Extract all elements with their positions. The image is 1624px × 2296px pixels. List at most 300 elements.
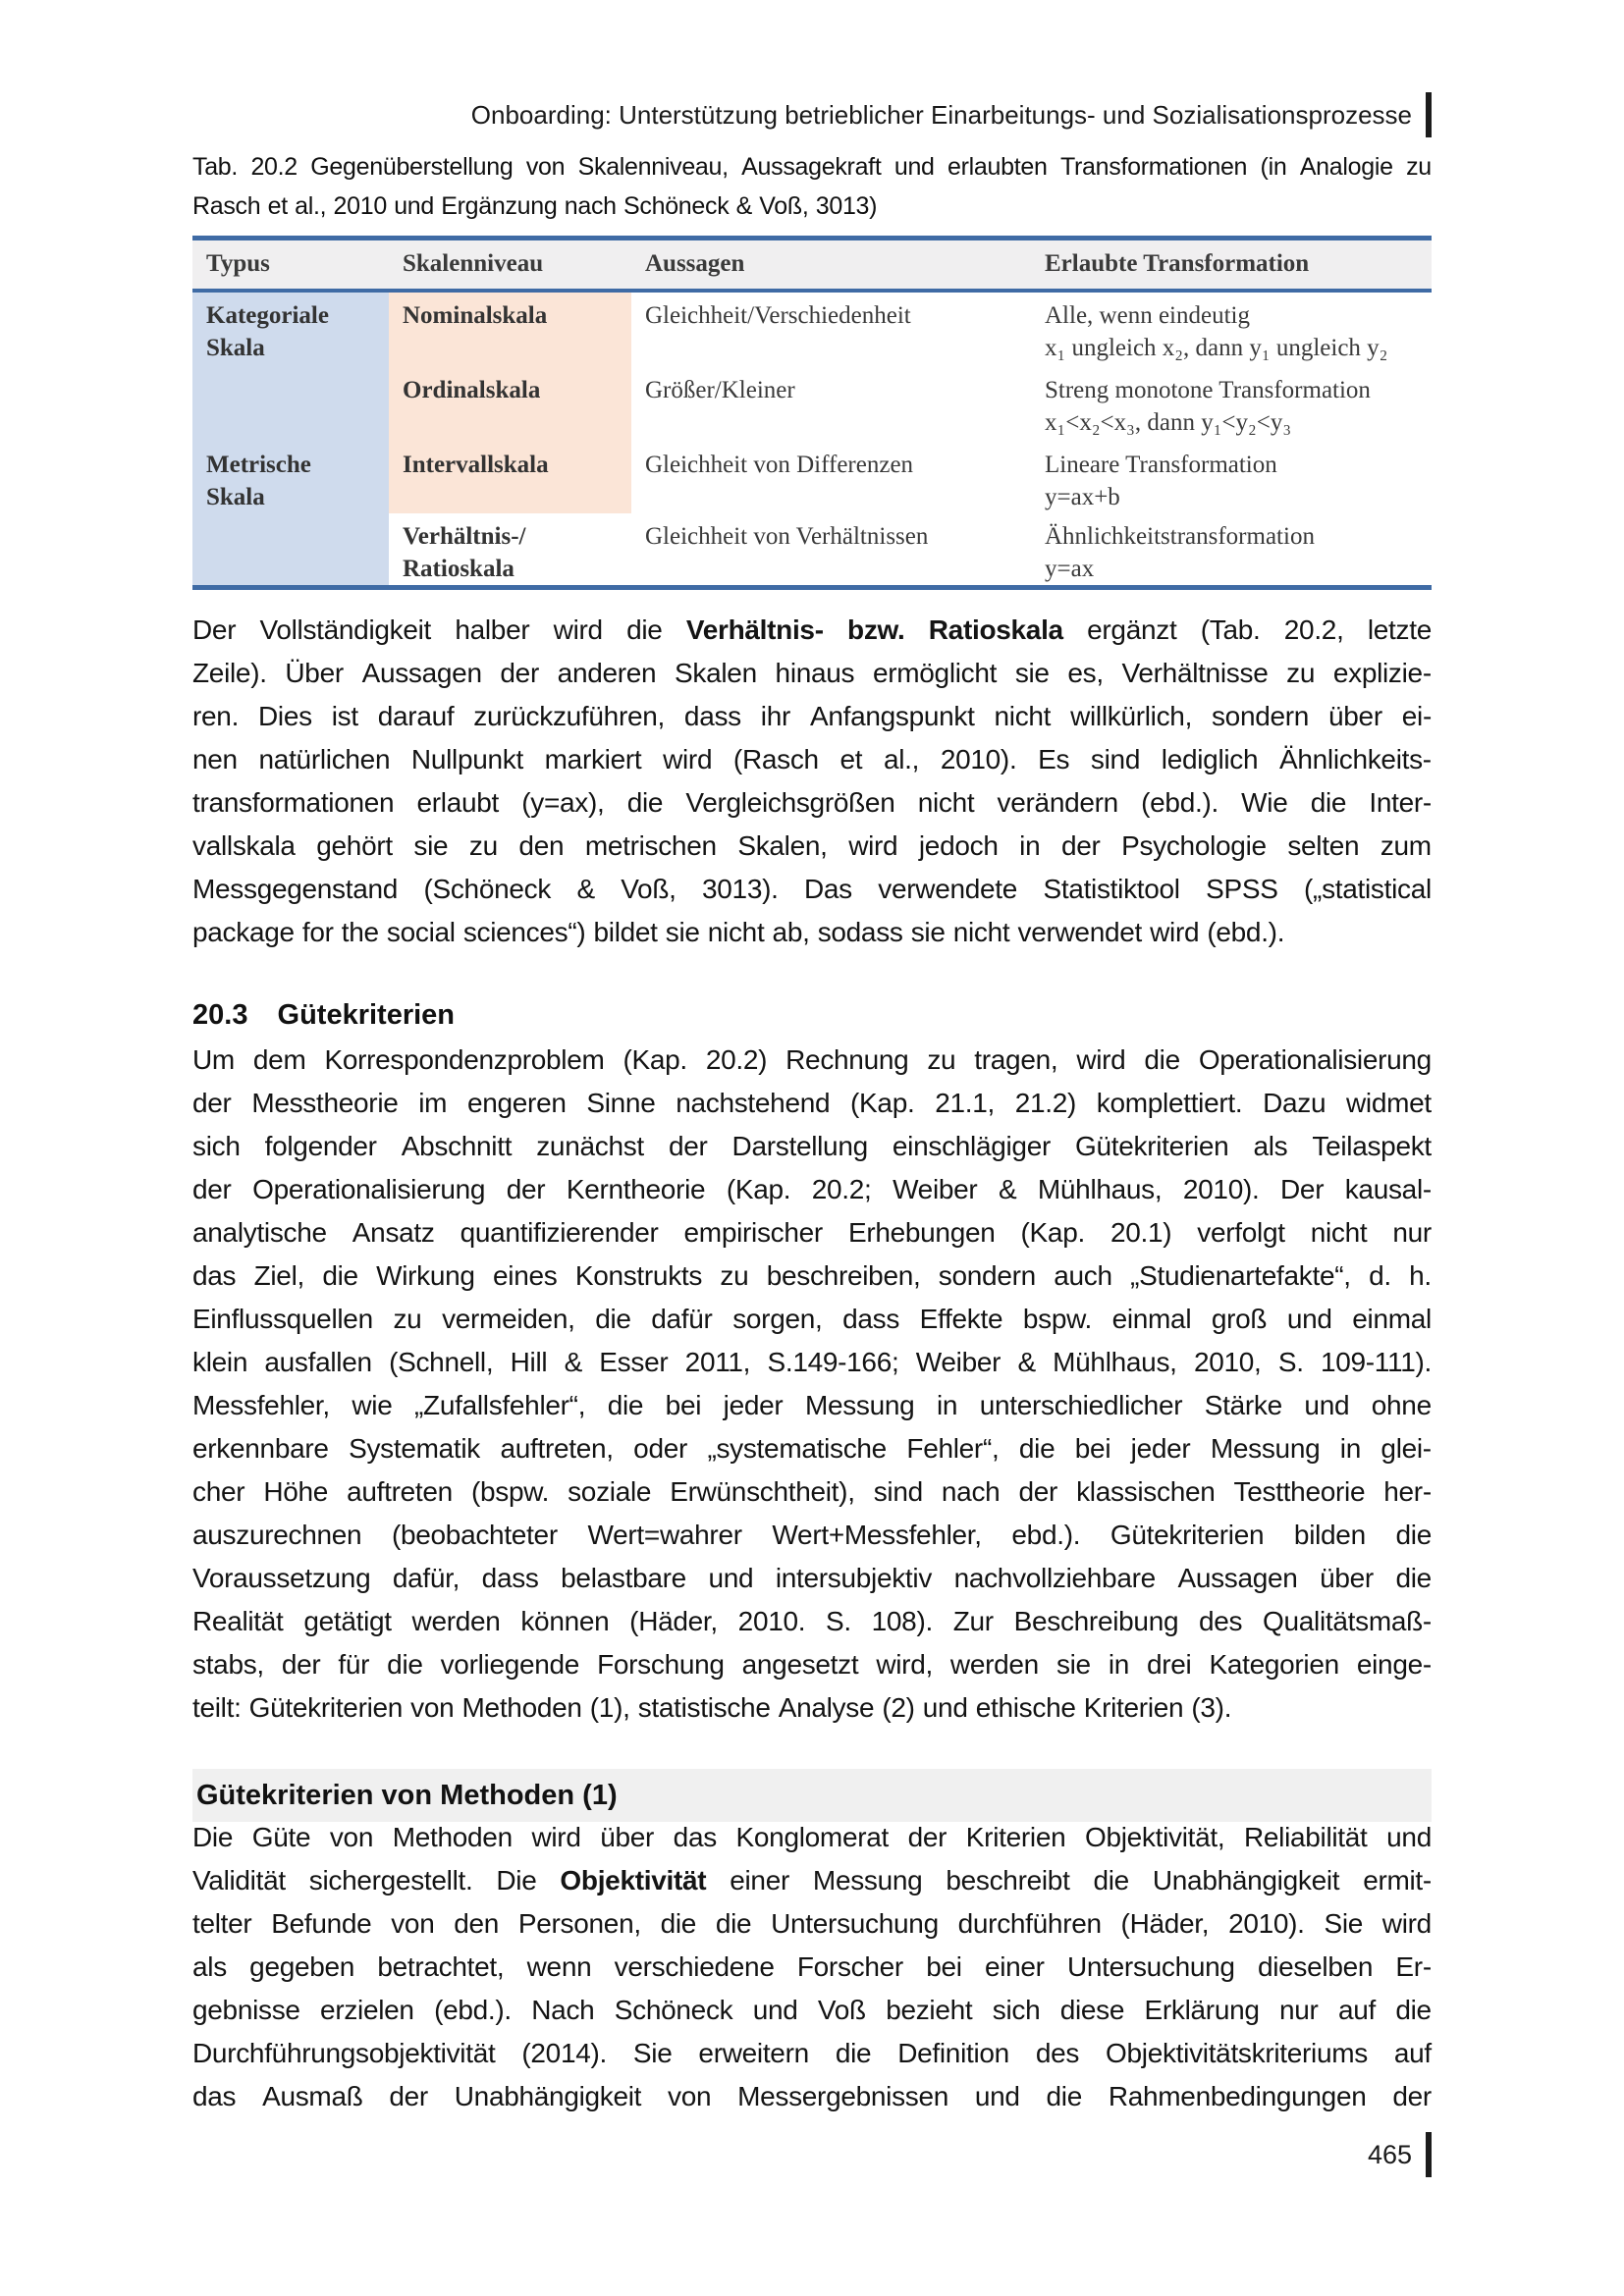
word: auch bbox=[1054, 1260, 1112, 1291]
word: Weiber bbox=[893, 1174, 978, 1204]
text-line bbox=[192, 911, 1432, 954]
word: 20.2) bbox=[705, 1044, 768, 1075]
word: et bbox=[267, 192, 288, 220]
word: wenn bbox=[526, 1951, 592, 1982]
word: 2010). bbox=[1228, 1908, 1305, 1939]
word: S. bbox=[826, 1606, 851, 1636]
word: explizie- bbox=[1332, 658, 1432, 688]
cell-typus-empty bbox=[192, 367, 389, 442]
word: 2010 bbox=[333, 192, 387, 220]
word: Reliabilität bbox=[1243, 1822, 1368, 1852]
word: Messung bbox=[1210, 1433, 1321, 1464]
word: 20.1) bbox=[1110, 1217, 1172, 1248]
word: die bbox=[1310, 787, 1347, 818]
word: Messung bbox=[812, 1865, 923, 1896]
word: jeder bbox=[723, 1390, 784, 1420]
word: dieselben bbox=[1257, 1951, 1374, 1982]
text-line bbox=[192, 1816, 1432, 1859]
word: ohne bbox=[1371, 1390, 1432, 1420]
word: der bbox=[506, 1174, 546, 1204]
word: wird bbox=[1150, 917, 1200, 947]
word: die bbox=[1144, 1044, 1180, 1075]
word: Effekte bbox=[919, 1304, 1003, 1334]
word: der bbox=[192, 1174, 232, 1204]
word: dafür bbox=[651, 1304, 713, 1334]
body-paragraph-methoden bbox=[192, 1816, 1432, 2118]
word: der bbox=[907, 1822, 947, 1852]
word: der bbox=[192, 1088, 232, 1118]
word: Aussagen bbox=[361, 658, 482, 688]
word: nicht bbox=[1310, 1217, 1368, 1248]
cell-typus-kategoriale bbox=[192, 293, 389, 367]
page-number: 465 bbox=[1367, 2139, 1412, 2169]
word: Gütekriterien bbox=[1110, 1520, 1265, 1550]
table-header-row bbox=[192, 236, 1432, 293]
word: anderen bbox=[557, 658, 657, 688]
word: zu bbox=[1286, 658, 1316, 688]
body-paragraph-guetekriterien bbox=[192, 1039, 1432, 1730]
word: al., bbox=[883, 744, 920, 774]
running-header-title: Onboarding: Unterstützung betrieblicher Einarbeitungs- und Sozialisationsprozesse bbox=[470, 99, 1412, 130]
table-header-skalenniveau: Skalenniveau bbox=[403, 250, 544, 277]
text-line bbox=[192, 1082, 1432, 1125]
table-body bbox=[192, 293, 1432, 590]
cell-transformation bbox=[1031, 513, 1432, 585]
word: Schöneck bbox=[614, 1995, 733, 2025]
word: belastbare bbox=[561, 1563, 686, 1593]
table-cell-line: Größer/Kleiner bbox=[645, 377, 795, 403]
word: Weiber bbox=[915, 1347, 1001, 1377]
word: Gegenüberstellung bbox=[310, 153, 514, 181]
word: Qualitätsmaß- bbox=[1263, 1606, 1432, 1636]
table-cell-line: Gleichheit von Differenzen bbox=[645, 452, 914, 478]
text-line bbox=[192, 1686, 1432, 1730]
word: Beschreibung bbox=[1013, 1606, 1179, 1636]
word: die bbox=[835, 2038, 872, 2068]
text-line bbox=[192, 2032, 1432, 2075]
table-row bbox=[192, 513, 1432, 585]
word: Die bbox=[192, 1822, 234, 1852]
word: Zur bbox=[952, 1606, 994, 1636]
word: Wie bbox=[1241, 787, 1288, 818]
word: SPSS bbox=[1206, 874, 1278, 904]
section-number: 20.3 bbox=[192, 999, 248, 1031]
cell-niveau-ordinalskala bbox=[389, 367, 631, 442]
word: (in bbox=[1260, 153, 1287, 181]
word: nur bbox=[1279, 1995, 1319, 2025]
word: die bbox=[1395, 1520, 1432, 1550]
cell-typus-empty bbox=[192, 513, 389, 585]
table-cell-line: Kategoriale bbox=[206, 302, 329, 329]
word: Erklärung bbox=[1144, 1995, 1260, 2025]
word: („statistical bbox=[1304, 874, 1432, 904]
word: Aussagen bbox=[1177, 1563, 1298, 1593]
word: und bbox=[752, 1995, 798, 2025]
word: angesetzt bbox=[741, 1649, 859, 1680]
word: nur bbox=[1392, 1217, 1432, 1248]
word: wird bbox=[531, 1822, 581, 1852]
word: Gütekriterien bbox=[248, 1692, 404, 1723]
word: über bbox=[1320, 1563, 1374, 1593]
word: verwendet bbox=[1017, 917, 1142, 947]
word: das bbox=[673, 1822, 717, 1852]
table-cell-line: Nominalskala bbox=[403, 302, 548, 329]
word: die bbox=[322, 1260, 358, 1291]
text-line bbox=[192, 1168, 1432, 1211]
word: Konstrukts bbox=[574, 1260, 703, 1291]
subsection-title: Gütekriterien von Methoden (1) bbox=[196, 1780, 618, 1811]
word: in bbox=[936, 1390, 958, 1420]
word: Er- bbox=[1395, 1951, 1432, 1982]
word: zu bbox=[393, 1304, 422, 1334]
table-cell-line: Skala bbox=[206, 335, 265, 361]
word: sind bbox=[873, 1476, 923, 1507]
word: Korrespondenzproblem bbox=[324, 1044, 605, 1075]
word: & bbox=[1017, 1347, 1036, 1377]
word: „systematische bbox=[707, 1433, 887, 1464]
table-cell-line: x₁<x₂<x₃, dann y₁<y₂<y₃ bbox=[1045, 409, 1292, 436]
word: nicht bbox=[917, 787, 975, 818]
word: die bbox=[1046, 2081, 1082, 2111]
word: her- bbox=[1383, 1476, 1432, 1507]
word: Aussagekraft bbox=[741, 153, 882, 181]
word: verändern bbox=[997, 787, 1118, 818]
word: (3). bbox=[1191, 1692, 1232, 1723]
word: Skalenniveau, bbox=[577, 153, 729, 181]
word: stabs, bbox=[192, 1649, 264, 1680]
word: komplettiert. bbox=[1096, 1088, 1243, 1118]
word: selten bbox=[1287, 830, 1360, 861]
word: empirischer bbox=[683, 1217, 823, 1248]
word: metrischen bbox=[584, 830, 717, 861]
word: letzte bbox=[1367, 614, 1432, 645]
word: 20.2 bbox=[250, 153, 298, 181]
word: wird bbox=[1076, 1044, 1126, 1075]
word: die bbox=[715, 1908, 752, 1939]
word: halber bbox=[455, 614, 530, 645]
word: social bbox=[386, 917, 456, 947]
word: einmal bbox=[1352, 1304, 1432, 1334]
word: Nullpunkt bbox=[410, 744, 523, 774]
running-header bbox=[192, 92, 1432, 137]
table-cell-line: Ordinalskala bbox=[403, 377, 541, 403]
word: Tab. bbox=[192, 153, 239, 181]
word: zu bbox=[720, 1260, 749, 1291]
word: statistische bbox=[637, 1692, 771, 1723]
cell-aussagen bbox=[631, 513, 1031, 585]
word: Stärke bbox=[1204, 1390, 1282, 1420]
word: „Studienartefakte“, bbox=[1130, 1260, 1351, 1291]
table-cell-line: Streng monotone Transformation bbox=[1045, 377, 1371, 403]
body-paragraph-ratioskala bbox=[192, 609, 1432, 954]
word: Es bbox=[1038, 744, 1070, 774]
text-line bbox=[192, 1643, 1432, 1686]
word: drei bbox=[1146, 1649, 1192, 1680]
word: von bbox=[525, 153, 566, 181]
word: in bbox=[1019, 830, 1041, 861]
word: Sie bbox=[1324, 1908, 1364, 1939]
table-row bbox=[192, 442, 1432, 513]
word: Kategorien bbox=[1209, 1649, 1339, 1680]
word: die bbox=[595, 1304, 631, 1334]
word: ethische bbox=[975, 1692, 1076, 1723]
word: hinaus bbox=[775, 658, 855, 688]
word: Kerntheorie bbox=[566, 1174, 706, 1204]
word: und bbox=[893, 153, 935, 181]
word: erzielen bbox=[320, 1995, 414, 2025]
cell-transformation bbox=[1031, 367, 1432, 442]
word: (2014). bbox=[521, 2038, 607, 2068]
word: zunächst bbox=[536, 1131, 644, 1161]
word: Rahmenbedingungen bbox=[1108, 2081, 1367, 2111]
word: (1), bbox=[589, 1692, 630, 1723]
word: the bbox=[341, 917, 379, 947]
word: Ansatz bbox=[352, 1217, 435, 1248]
word: und bbox=[394, 192, 435, 220]
table-cell-line: y=ax bbox=[1045, 556, 1095, 582]
word: Schöneck bbox=[623, 192, 730, 220]
word: bzw. bbox=[847, 614, 905, 645]
word: jeder bbox=[1130, 1433, 1191, 1464]
text-line bbox=[192, 147, 1432, 187]
word: sondern bbox=[938, 1260, 1036, 1291]
word: ren. bbox=[192, 701, 240, 731]
table-cell-line: Skala bbox=[206, 484, 265, 510]
word: Der bbox=[192, 614, 237, 645]
word: sorgen, bbox=[732, 1304, 823, 1334]
word: (ebd.). bbox=[1141, 787, 1218, 818]
word: sie bbox=[1014, 658, 1050, 688]
word: das bbox=[192, 1260, 237, 1291]
word: bei bbox=[1074, 1433, 1111, 1464]
text-line bbox=[192, 652, 1432, 695]
text-line bbox=[192, 1384, 1432, 1427]
word: (Häder, bbox=[629, 1606, 718, 1636]
cell-niveau-intervallskala bbox=[389, 442, 631, 513]
table-header-transformation: Erlaubte Transformation bbox=[1045, 250, 1310, 277]
word: die bbox=[660, 1908, 697, 1939]
word: Hill bbox=[510, 1347, 548, 1377]
header-rule-bar bbox=[1426, 92, 1432, 137]
word: wird bbox=[663, 744, 713, 774]
word: zum bbox=[1380, 830, 1432, 861]
table-cell-line: Gleichheit/Verschiedenheit bbox=[645, 302, 911, 329]
word: ermöglicht bbox=[872, 658, 998, 688]
word: Mühlhaus, bbox=[1053, 1347, 1177, 1377]
word: Methoden bbox=[461, 1692, 582, 1723]
word: (ebd.). bbox=[434, 1995, 512, 2025]
word: vermeiden, bbox=[442, 1304, 575, 1334]
cell-aussagen bbox=[631, 442, 1031, 513]
word: ermit- bbox=[1363, 1865, 1432, 1896]
word: erlaubten bbox=[947, 153, 1048, 181]
word: d. bbox=[1369, 1260, 1391, 1291]
word: als bbox=[1253, 1131, 1288, 1161]
word: 2011, bbox=[684, 1347, 751, 1377]
word: und bbox=[1304, 1390, 1350, 1420]
word: (Tab. bbox=[1200, 614, 1261, 645]
word: (ebd.). bbox=[1207, 917, 1285, 947]
word: & bbox=[998, 1174, 1017, 1204]
cell-aussagen bbox=[631, 293, 1031, 367]
word: Um bbox=[192, 1044, 235, 1075]
word: sichergestellt. bbox=[308, 1865, 473, 1896]
word: Dazu bbox=[1263, 1088, 1326, 1118]
text-line bbox=[192, 1514, 1432, 1557]
word: der bbox=[1392, 2081, 1432, 2111]
word: einer bbox=[730, 1865, 789, 1896]
word: bilden bbox=[1293, 1520, 1366, 1550]
word: ergänzt bbox=[1087, 614, 1177, 645]
word: Objektivitätskriteriums bbox=[1106, 2038, 1368, 2068]
word: Über bbox=[285, 658, 344, 688]
word: & bbox=[564, 1347, 582, 1377]
word: Wirkung bbox=[376, 1260, 475, 1291]
word: der bbox=[1060, 830, 1101, 861]
word: 21.2) bbox=[1014, 1088, 1077, 1118]
word: 3013) bbox=[815, 192, 878, 220]
word: Voraussetzung bbox=[192, 1563, 371, 1593]
word: auf bbox=[1337, 1995, 1376, 2025]
word: Wert=wahrer bbox=[587, 1520, 742, 1550]
word: 2010. bbox=[737, 1606, 806, 1636]
word: Definition bbox=[897, 2038, 1009, 2068]
word: (Kap. bbox=[726, 1174, 791, 1204]
word: Skalen, bbox=[737, 830, 828, 861]
word: willkürlich, bbox=[1070, 701, 1193, 731]
cell-aussagen bbox=[631, 367, 1031, 442]
word: Kriterien bbox=[1083, 1692, 1184, 1723]
word: Verhältnis- bbox=[685, 614, 824, 645]
word: durchführen bbox=[957, 1908, 1102, 1939]
word: quantifizierender bbox=[460, 1217, 659, 1248]
word: Messung bbox=[804, 1390, 915, 1420]
text-line bbox=[192, 1902, 1432, 1946]
table-cell-line: Ähnlichkeitstransformation bbox=[1045, 523, 1315, 550]
text-line bbox=[192, 609, 1432, 652]
word: und bbox=[1286, 1304, 1332, 1334]
word: 2010). bbox=[1182, 1174, 1260, 1204]
word: ist bbox=[331, 701, 358, 731]
word: cher bbox=[192, 1476, 245, 1507]
word: sie bbox=[413, 830, 449, 861]
text-line bbox=[192, 1341, 1432, 1384]
word: betrachtet, bbox=[377, 1951, 505, 1982]
word: sondern bbox=[1211, 701, 1310, 731]
scale-comparison-table bbox=[192, 236, 1432, 590]
word: S.149-166; bbox=[767, 1347, 899, 1377]
word: der bbox=[389, 2081, 428, 2111]
word: zu bbox=[468, 830, 498, 861]
word: Gütekriterien bbox=[1075, 1131, 1229, 1161]
word: zu bbox=[1406, 153, 1432, 181]
word: Messergebnissen bbox=[737, 2081, 949, 2111]
word: & bbox=[576, 874, 595, 904]
word: Anfangspunkt bbox=[809, 701, 975, 731]
text-line bbox=[192, 1470, 1432, 1514]
text-line bbox=[192, 1600, 1432, 1643]
word: ihr bbox=[760, 701, 791, 731]
word: bei bbox=[926, 1951, 962, 1982]
word: al., bbox=[295, 192, 327, 220]
word: 20.2, bbox=[1283, 614, 1344, 645]
word: 109-111). bbox=[1320, 1347, 1432, 1377]
word: Esser bbox=[599, 1347, 669, 1377]
word: Objektivität, bbox=[1084, 1822, 1225, 1852]
word: Ratioskala bbox=[928, 614, 1063, 645]
word: Voß bbox=[817, 1995, 866, 2025]
text-line bbox=[192, 1427, 1432, 1470]
word: Personen, bbox=[517, 1908, 641, 1939]
word: Kriterien bbox=[965, 1822, 1066, 1852]
table-header-aussagen: Aussagen bbox=[645, 250, 745, 277]
word: und bbox=[708, 1563, 754, 1593]
word: von bbox=[668, 2081, 712, 2111]
word: Verhältnisse bbox=[1121, 658, 1269, 688]
word: Erhebungen bbox=[847, 1217, 996, 1248]
word: Realität bbox=[192, 1606, 284, 1636]
word: nachstehend bbox=[676, 1088, 831, 1118]
word: Rechnung bbox=[785, 1044, 909, 1075]
word: nach bbox=[941, 1476, 1001, 1507]
word: auf bbox=[1393, 2038, 1432, 2068]
word: Forscher bbox=[796, 1951, 903, 1982]
word: Nach bbox=[531, 1995, 595, 2025]
text-line bbox=[192, 825, 1432, 868]
word: gegeben bbox=[249, 1951, 355, 1982]
word: 20.2; bbox=[811, 1174, 872, 1204]
word: Inter- bbox=[1369, 787, 1432, 818]
text-line bbox=[192, 1859, 1432, 1902]
word: nen bbox=[192, 744, 238, 774]
word: kausal- bbox=[1344, 1174, 1432, 1204]
word: klein bbox=[192, 1347, 248, 1377]
text-line bbox=[192, 1211, 1432, 1255]
word: groß bbox=[1211, 1304, 1268, 1334]
word: for bbox=[301, 917, 334, 947]
word: Psychologie bbox=[1121, 830, 1267, 861]
text-line bbox=[192, 868, 1432, 911]
word: den bbox=[454, 1908, 500, 1939]
word: (Häder, bbox=[1120, 1908, 1210, 1939]
text-line bbox=[192, 695, 1432, 738]
word: zu bbox=[927, 1044, 956, 1075]
word: intersubjektiv bbox=[775, 1563, 933, 1593]
word: die bbox=[1395, 1995, 1432, 2025]
table-cell-line: Alle, wenn eindeutig bbox=[1045, 302, 1250, 329]
table-caption bbox=[192, 147, 1432, 226]
word: erlaubt bbox=[416, 787, 500, 818]
word: Unabhängigkeit bbox=[454, 2081, 642, 2111]
word: das bbox=[192, 2081, 237, 2111]
word: Statistiktool bbox=[1043, 874, 1180, 904]
word: Testtheorie bbox=[1233, 1476, 1366, 1507]
word: Skalen bbox=[675, 658, 757, 688]
word: und bbox=[1386, 1822, 1432, 1852]
word: Operationalisierung bbox=[252, 1174, 486, 1204]
word: Rasch bbox=[192, 192, 261, 220]
footer-rule-bar bbox=[1426, 2132, 1432, 2177]
word: sich bbox=[192, 1131, 241, 1161]
word: darauf bbox=[377, 701, 455, 731]
word: die bbox=[1093, 1865, 1129, 1896]
word: Erwünschtheit), bbox=[670, 1476, 855, 1507]
word: lediglich bbox=[1161, 744, 1259, 774]
word: für bbox=[338, 1649, 370, 1680]
word: Forschung bbox=[597, 1649, 725, 1680]
text-line bbox=[192, 1255, 1432, 1298]
word: nachvollziehbare bbox=[953, 1563, 1156, 1593]
